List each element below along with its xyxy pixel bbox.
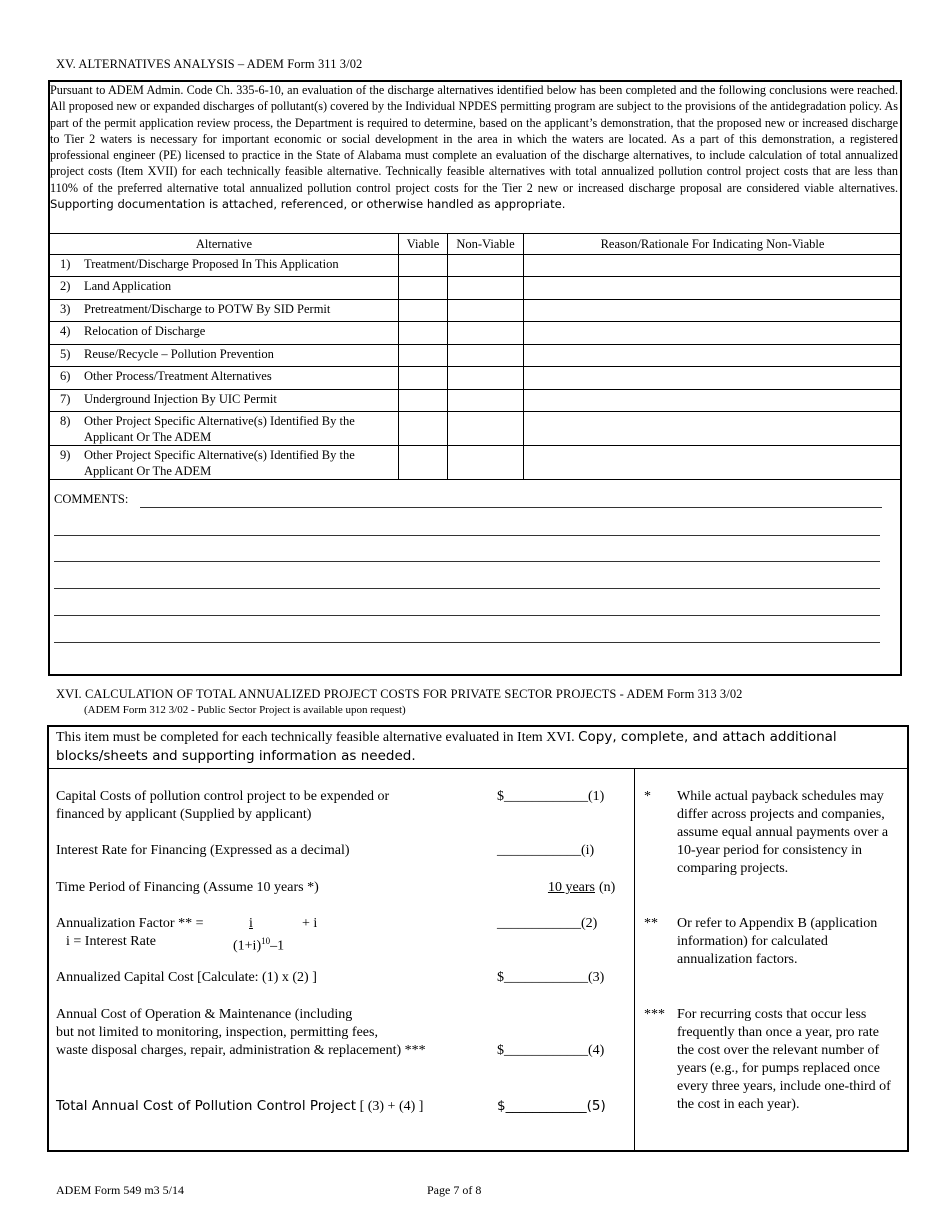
reason-cell[interactable] xyxy=(524,412,902,446)
table-row xyxy=(50,345,902,367)
om-cost-label xyxy=(56,1006,426,1060)
capital-costs-label xyxy=(56,788,389,824)
row-number: 8) xyxy=(60,414,71,428)
viable-cell[interactable] xyxy=(399,255,448,277)
annualized-capital-field[interactable]: $____________(3) xyxy=(497,970,605,985)
reason-cell[interactable] xyxy=(524,446,902,480)
interest-rate-definition: i = Interest Rate xyxy=(66,934,156,949)
time-period-value: 10 years xyxy=(547,880,595,895)
table-row xyxy=(50,322,902,345)
alternative-label: Land Application xyxy=(84,279,172,293)
comments-line[interactable] xyxy=(54,615,880,616)
reason-cell[interactable] xyxy=(524,277,902,300)
header-non-viable: Non-Viable xyxy=(448,234,524,255)
non-viable-cell[interactable] xyxy=(448,322,524,345)
section-15-title: XV. ALTERNATIVES ANALYSIS – ADEM Form 311 3/02 xyxy=(56,57,363,71)
reason-cell[interactable] xyxy=(524,345,902,367)
alternatives-table xyxy=(49,233,902,480)
time-period-field[interactable] xyxy=(497,879,615,897)
row-number: 5) xyxy=(60,347,71,361)
alternative-label: Underground Injection By UIC Permit xyxy=(84,392,277,406)
comments-label: COMMENTS: xyxy=(54,492,129,506)
non-viable-cell[interactable] xyxy=(448,390,524,412)
row-number: 4) xyxy=(60,324,71,338)
table-row xyxy=(50,412,902,446)
non-viable-cell[interactable] xyxy=(448,300,524,322)
reason-cell[interactable] xyxy=(524,390,902,412)
instructions-text-attach: Copy, complete, and attach additional blocks/sheets and supporting information as needed. xyxy=(56,729,837,764)
total-annual-cost-label xyxy=(56,1097,423,1116)
total-annual-cost-field[interactable]: $____________(5) xyxy=(497,1098,606,1114)
om-line1: Annual Cost of Operation & Maintenance (including xyxy=(56,1007,353,1022)
viable-cell[interactable] xyxy=(399,390,448,412)
comments-line[interactable] xyxy=(140,507,882,508)
row-number: 2) xyxy=(60,279,71,293)
reason-cell[interactable] xyxy=(524,300,902,322)
alternative-label: Other Process/Treatment Alternatives xyxy=(84,369,272,383)
table-row xyxy=(50,446,902,480)
interest-rate-field[interactable]: ____________(i) xyxy=(497,843,595,858)
alternative-label: Pretreatment/Discharge to POTW By SID Permit xyxy=(84,302,331,316)
header-reason: Reason/Rationale For Indicating Non-Viable xyxy=(524,234,902,255)
alternative-label: Relocation of Discharge xyxy=(84,324,206,338)
note-1-mark: * xyxy=(644,789,651,804)
form-id: ADEM Form 549 m3 5/14 xyxy=(56,1183,185,1197)
row-number: 3) xyxy=(60,302,71,316)
viable-cell[interactable] xyxy=(399,446,448,480)
reason-cell[interactable] xyxy=(524,322,902,345)
alternative-label: Reuse/Recycle – Pollution Prevention xyxy=(84,347,274,361)
factor-plus-i: + i xyxy=(302,916,318,931)
non-viable-cell[interactable] xyxy=(448,255,524,277)
comments-line[interactable] xyxy=(54,588,880,589)
section-15-intro xyxy=(50,82,898,212)
reason-cell[interactable] xyxy=(524,367,902,390)
capital-costs-line1: Capital Costs of pollution control project to be expended or xyxy=(56,789,390,804)
factor-den-exponent: 10 xyxy=(261,936,271,946)
non-viable-cell[interactable] xyxy=(448,412,524,446)
table-row xyxy=(50,277,902,300)
note-3-text: For recurring costs that occur less frequently than once a year, pro rate the cost over the relevant number of years (e.g., for pumps replaced once every three years, include one-third of the cost in each year). xyxy=(677,1007,891,1112)
note-2-text: Or refer to Appendix B (application information) for calculated annualization factors. xyxy=(677,916,878,967)
comments-line[interactable] xyxy=(54,642,880,643)
divider xyxy=(634,769,635,1151)
table-row xyxy=(50,390,902,412)
row-number: 7) xyxy=(60,392,71,406)
non-viable-cell[interactable] xyxy=(448,345,524,367)
intro-text: Pursuant to ADEM Admin. Code Ch. 335-6-10, an evaluation of the discharge alternatives identified below has been completed and the following conclusions were reached. All proposed new or expanded discharges of pollutant(s) covered by the Individual NPDES permitting program are subject to the provisions of the antidegradation policy. As part of the permit application review process, the Department is required to determine, based on the applicant’s demonstration, that the proposed new or increased discharge to Tier 2 waters is necessary for important economic or social development in the area in which the waters are located. As a part of this demonstration, a registered professional engineer (PE) licensed to practice in the State of Alabama must complete an evaluation of the discharge alternatives, to include calculation of total annualized project costs (Item XVII) for each technically feasible alternative. Technically feasible alternatives with total annualized pollution control project costs that are less than 110% of the preferred alternative total annualized pollution control project costs for the Tier 2 new or increased discharge proposal are considered viable alternatives. xyxy=(50,83,898,195)
annualized-capital-label: Annualized Capital Cost [Calculate: (1) x (2) ] xyxy=(56,970,317,985)
non-viable-cell[interactable] xyxy=(448,277,524,300)
om-line2: but not limited to monitoring, inspection, permitting fees, xyxy=(56,1025,378,1040)
divider xyxy=(48,768,908,769)
note-3-mark: *** xyxy=(644,1007,665,1022)
total-label-formula: [ (3) + (4) ] xyxy=(359,1099,424,1114)
viable-cell[interactable] xyxy=(399,322,448,345)
viable-cell[interactable] xyxy=(399,412,448,446)
viable-cell[interactable] xyxy=(399,277,448,300)
alternative-label: Treatment/Discharge Proposed In This Application xyxy=(84,257,339,271)
capital-costs-field[interactable]: $____________(1) xyxy=(497,789,605,804)
factor-den-minus: –1 xyxy=(270,938,285,954)
page-number: Page 7 of 8 xyxy=(427,1183,482,1197)
capital-costs-line2: financed by applicant (Supplied by applicant) xyxy=(56,807,312,822)
header-viable: Viable xyxy=(399,234,448,255)
instructions-text: This item must be completed for each technically feasible alternative evaluated in Item XVI. xyxy=(56,730,575,745)
om-cost-field[interactable]: $____________(4) xyxy=(497,1043,605,1058)
alternative-label: Other Project Specific Alternative(s) Identified By the Applicant Or The ADEM xyxy=(84,448,355,478)
table-row xyxy=(50,255,902,277)
comments-line[interactable] xyxy=(54,535,880,536)
alternative-label: Other Project Specific Alternative(s) Identified By the Applicant Or The ADEM xyxy=(84,414,355,444)
row-number: 9) xyxy=(60,448,71,462)
comments-line[interactable] xyxy=(54,561,880,562)
annualization-factor-field[interactable]: ____________(2) xyxy=(497,916,598,931)
table-row xyxy=(50,367,902,390)
header-alternative: Alternative xyxy=(50,234,399,255)
row-number: 6) xyxy=(60,369,71,383)
note-2-mark: ** xyxy=(644,916,658,931)
non-viable-cell[interactable] xyxy=(448,367,524,390)
viable-cell[interactable] xyxy=(399,345,448,367)
time-period-label: Time Period of Financing (Assume 10 years *) xyxy=(56,880,319,895)
note-1-text: While actual payback schedules may differ across projects and companies, assume equal annual payments over a 10-year period for consistency in comparing projects. xyxy=(677,789,889,876)
om-line3: waste disposal charges, repair, administration & replacement) *** xyxy=(56,1043,426,1058)
viable-cell[interactable] xyxy=(399,367,448,390)
section-16-instructions xyxy=(56,728,902,766)
time-period-suffix: (n) xyxy=(599,880,616,895)
section-16-subtitle: (ADEM Form 312 3/02 - Public Sector Project is available upon request) xyxy=(84,704,406,716)
section-16-title: XVI. CALCULATION OF TOTAL ANNUALIZED PROJECT COSTS FOR PRIVATE SECTOR PROJECTS - ADEM Form 313 3/02 xyxy=(56,687,743,701)
viable-cell[interactable] xyxy=(399,300,448,322)
intro-text-supporting: Supporting documentation is attached, referenced, or otherwise handled as appropriate. xyxy=(50,197,566,212)
annualization-factor-label: Annualization Factor ** = xyxy=(56,916,204,931)
table-row xyxy=(50,300,902,322)
row-number: 1) xyxy=(60,257,71,271)
reason-cell[interactable] xyxy=(524,255,902,277)
factor-den-base: (1+i) xyxy=(233,938,262,954)
factor-numerator: i xyxy=(249,916,253,931)
total-label-text: Total Annual Cost of Pollution Control Project xyxy=(56,1098,357,1114)
non-viable-cell[interactable] xyxy=(448,446,524,480)
interest-rate-label: Interest Rate for Financing (Expressed as a decimal) xyxy=(56,843,350,858)
factor-denominator xyxy=(233,932,284,956)
